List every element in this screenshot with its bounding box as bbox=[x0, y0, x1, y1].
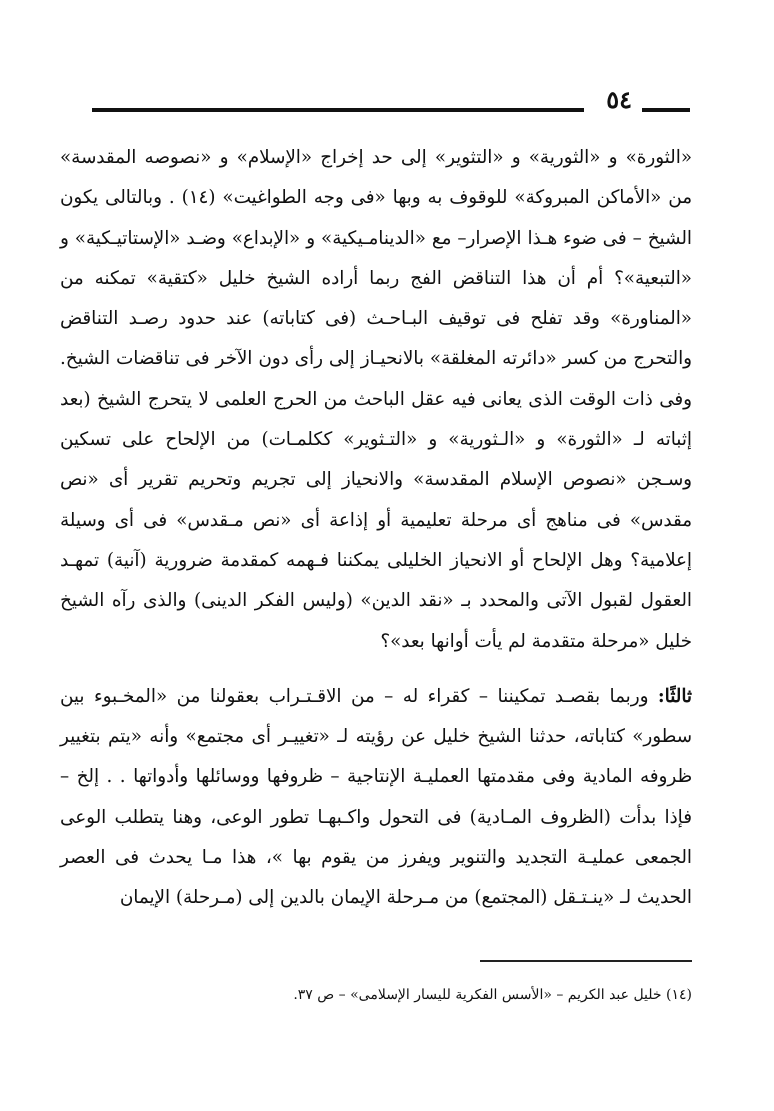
body-text bbox=[60, 138, 692, 919]
header-rule-short bbox=[642, 108, 690, 112]
footnote: (١٤) خليل عبد الكريم – «الأسس الفكرية لليسار الإسلامى» – ص ٣٧. bbox=[293, 987, 692, 1003]
paragraph: «الثورة» و «الثورية» و «التثوير» إلى حد إخراج «الإسلام» و «نصوصه المقدسة» من «الأماكن المبروكة» للوقوف به وبها «فى وجه الطواغيت» (١٤) . وبالتالى يكون الشيخ – فى ضوء هـذا الإصرار– مع «الدينامـيكية» و «الإبداع» وضـد «الإستاتيـكية» و «التبعية»؟ أم أن هذا التناقض الفج ربما أراده الشيخ خليل «كتقية» تمكنه من «المناورة» وقد تفلح فى توقيف البـاحـث (فى كتاباته) عند حدود رصـد التناقض والتحرج من كسر «دائرته المغلقة» بالانحيـاز إلى رأى دون الآخر فى تناقضات الشيخ. وفى ذات الوقت الذى يعانى فيه عقل الباحث من الحرج العلمى لا يتحرج الشيخ (بعد إثباته لـ «الثورة» و «الـثورية» و «التـثوير» ككلمـات) من الإلحاح على تسكين وسـجن «نصوص الإسلام المقدسة» والانحياز إلى تجريم وتحريم تقرير أى «نص مقدس» فى مناهج أى مرحلة تعليمية أو إذاعة أى «نص مـقدس» فى أى وسيلة إعلامية؟ وهل الإلحاح أو الانحياز الخليلى يمكننا فـهمه كمقدمة ضرورية (آنية) تمهـد العقول لقبول الآتى والمحدد بـ «نقد الدين» (وليس الفكر الدينى) والذى رآه الشيخ خليل «مرحلة متقدمة لم يأت أوانها بعد»؟ bbox=[60, 147, 692, 652]
footnote-rule bbox=[480, 960, 692, 962]
header-rule bbox=[92, 108, 584, 112]
paragraph-lead: ثالثًا: bbox=[657, 685, 692, 707]
page-number: ٥٤ bbox=[606, 85, 632, 114]
paragraph bbox=[60, 677, 692, 919]
paragraph-text: وربما بقصـد تمكيننا – كقراء له – من الاقـتـراب بعقولنا من «المخـبوء بين سطور» كتاباته، حدثنا الشيخ خليل عن رؤيته لـ «تغييـر أى مجتمع» وأنه «يتم بتغيير ظروفه المادية وفى مقدمتها العمليـة الإنتاجية – ظروفها ووسائلها وأدواتها . . إلخ – فإذا بدأت (الظروف المـادية) فى التحول واكـبهـا تطور الوعى، وهنا يتطلب الوعى الجمعى عمليـة التجديد والتنوير ويفرز من يقوم بها »، هذا مـا يحدث فى العصر الحديث لـ «ينـتـقل (المجتمع) من مـرحلة الإيمان بالدين إلى (مـرحلة) الإيمان bbox=[60, 685, 692, 909]
page-header bbox=[92, 86, 690, 116]
